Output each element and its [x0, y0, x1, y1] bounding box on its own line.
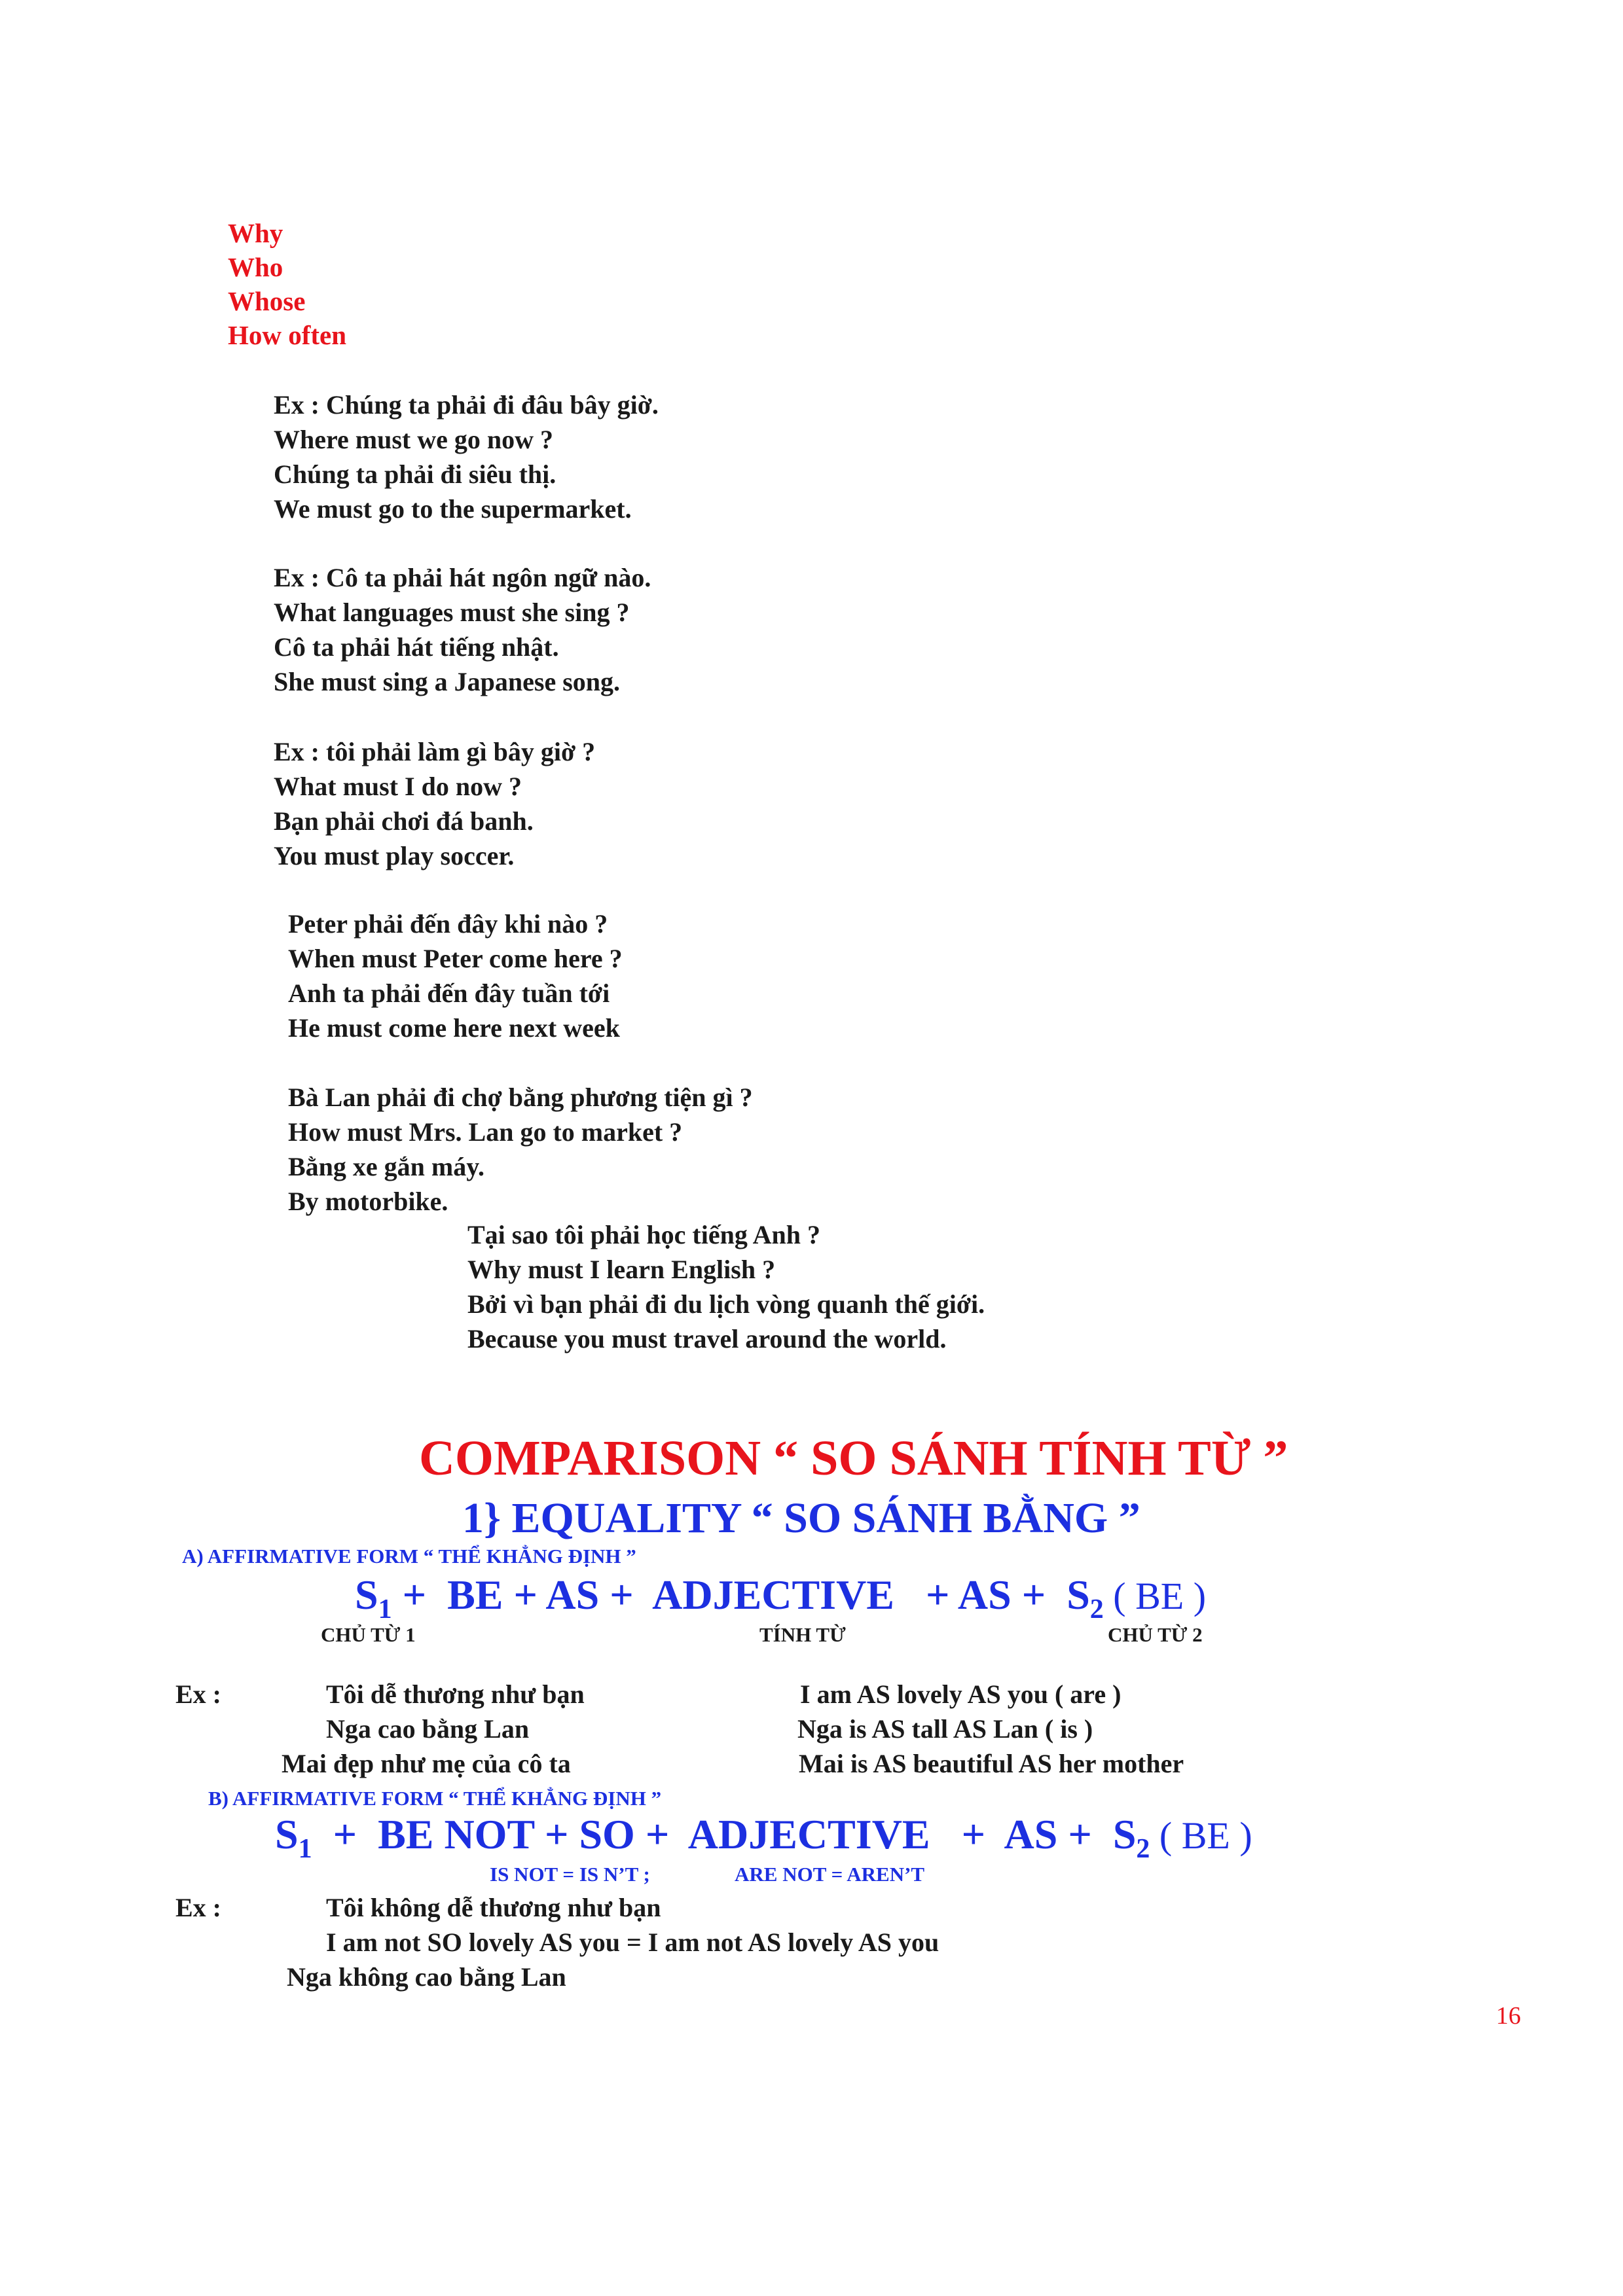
example-vi: Mai đẹp như mẹ của cô ta	[282, 1749, 571, 1778]
example-line: Ex : tôi phải làm gì bây giờ ?	[274, 737, 596, 766]
example-block-5	[288, 1080, 753, 1219]
formula-body: + BE + AS + ADJECTIVE + AS +	[392, 1571, 1067, 1618]
subject-1: S	[275, 1811, 299, 1857]
negative-example-line: I am not SO lovely AS you = I am not AS lovely AS you	[326, 1928, 939, 1957]
formula-tail: ( BE )	[1103, 1575, 1207, 1617]
example-en: I am AS lovely AS you ( are )	[800, 1679, 1122, 1709]
example-line: How must Mrs. Lan go to market ?	[288, 1117, 683, 1147]
question-word-how-often: How often	[228, 320, 347, 350]
example-line: Because you must travel around the world.	[467, 1324, 947, 1354]
ex-label: Ex :	[175, 1679, 221, 1709]
subject-2: S	[1067, 1571, 1090, 1618]
example-block-4	[288, 906, 623, 1045]
ex-label: Ex :	[175, 1893, 221, 1922]
example-line: What languages must she sing ?	[274, 598, 630, 627]
example-line: By motorbike.	[288, 1187, 448, 1216]
example-block-6	[467, 1217, 985, 1356]
example-line: Bởi vì bạn phải đi du lịch vòng quanh thế giới.	[467, 1289, 985, 1319]
example-line: He must come here next week	[288, 1013, 620, 1043]
label-is-not: IS NOT = IS N’T ;	[490, 1863, 650, 1886]
example-vi: Nga cao bằng Lan	[326, 1714, 530, 1744]
example-block-3	[274, 734, 595, 873]
negative-formula: $S_1$ + BE NOT + SO + ADJECTIVE + AS + $S_2$ ( BE )	[275, 1811, 1252, 1864]
question-word-who: Who	[228, 252, 283, 282]
negative-example-line: Nga không cao bằng Lan	[287, 1962, 566, 1992]
section-subtitle: 1} EQUALITY “ SO SÁNH BẰNG ”	[462, 1494, 1140, 1542]
formula-body: + BE NOT + SO + ADJECTIVE + AS +	[312, 1811, 1113, 1857]
example-line: Why must I learn English ?	[467, 1255, 776, 1284]
example-line: Bằng xe gắn máy.	[288, 1152, 485, 1181]
example-vi: Tôi dễ thương như bạn	[326, 1679, 585, 1709]
example-line: Anh ta phải đến đây tuần tới	[288, 978, 610, 1008]
example-line: Ex : Chúng ta phải đi đâu bây giờ.	[274, 390, 659, 420]
example-line: Chúng ta phải đi siêu thị.	[274, 459, 556, 489]
example-line: Where must we go now ?	[274, 425, 554, 454]
example-line: When must Peter come here ?	[288, 944, 623, 973]
negative-heading: B) AFFIRMATIVE FORM “ THỂ KHẲNG ĐỊNH ”	[208, 1787, 662, 1810]
label-adjective: TÍNH TỪ	[759, 1623, 846, 1646]
example-line: She must sing a Japanese song.	[274, 667, 621, 696]
section-title: COMPARISON “ SO SÁNH TÍNH TỪ ”	[419, 1431, 1288, 1486]
label-subject-2: CHỦ TỪ 2	[1108, 1623, 1203, 1646]
negative-example-line: Tôi không dễ thương như bạn	[326, 1893, 661, 1922]
example-line: Ex : Cô ta phải hát ngôn ngữ nào.	[274, 563, 651, 592]
example-block-1	[274, 387, 659, 526]
example-line: We must go to the supermarket.	[274, 494, 632, 524]
example-line: What must I do now ?	[274, 772, 522, 801]
formula-tail: ( BE )	[1150, 1814, 1252, 1857]
subject-2: S	[1112, 1811, 1137, 1857]
label-subject-1: CHỦ TỪ 1	[321, 1623, 416, 1646]
example-line: Bà Lan phải đi chợ bằng phương tiện gì ?	[288, 1083, 753, 1112]
question-word-why: Why	[228, 218, 283, 248]
example-line: Bạn phải chơi đá banh.	[274, 806, 534, 836]
subject-1: S	[355, 1571, 378, 1618]
page-number: 16	[1496, 2002, 1521, 2030]
question-word-whose: Whose	[228, 286, 306, 316]
affirmative-heading: A) AFFIRMATIVE FORM “ THỂ KHẲNG ĐỊNH ”	[182, 1545, 636, 1568]
affirmative-formula: $S_1$ + BE + AS + ADJECTIVE + AS + $S_2$ ( BE )	[355, 1571, 1207, 1624]
example-line: Peter phải đến đây khi nào ?	[288, 909, 608, 939]
label-are-not: ARE NOT = AREN’T	[735, 1863, 925, 1886]
example-en: Mai is AS beautiful AS her mother	[799, 1749, 1184, 1778]
example-line: Cô ta phải hát tiếng nhật.	[274, 632, 559, 662]
example-line: You must play soccer.	[274, 841, 515, 870]
example-block-2	[274, 560, 651, 699]
example-en: Nga is AS tall AS Lan ( is )	[797, 1714, 1093, 1744]
example-line: Tại sao tôi phải học tiếng Anh ?	[467, 1220, 821, 1249]
